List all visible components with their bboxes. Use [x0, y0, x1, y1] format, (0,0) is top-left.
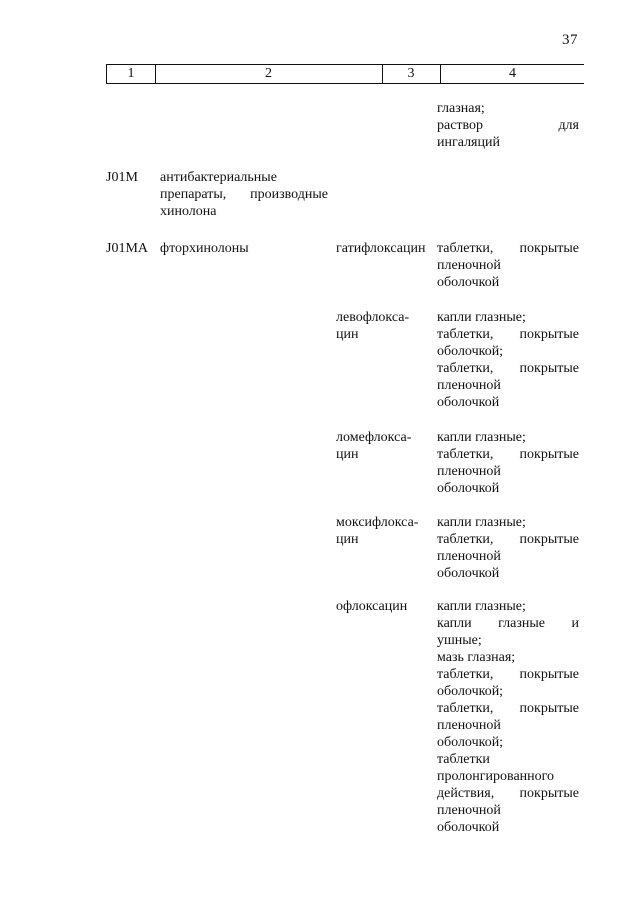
dosage-form-line — [437, 531, 579, 548]
dosage-form-line — [437, 360, 579, 377]
drug-name-cell — [336, 514, 434, 548]
dosage-form-line: пленочной — [437, 549, 501, 564]
drug-name-line: ломефлокса- — [336, 430, 412, 445]
dosage-form-line: мазь глазная; — [437, 650, 516, 665]
group-name-line: фторхинолоны — [160, 241, 249, 256]
word: для — [558, 118, 579, 133]
dosage-form-line — [437, 700, 579, 717]
atc-code-cell: J01MA — [106, 241, 149, 256]
dosage-form-line: пролонгированного — [437, 769, 555, 784]
dosage-form-line — [437, 240, 579, 257]
word: препараты, — [160, 187, 227, 202]
word: таблетки, — [437, 667, 494, 682]
dosage-form-line: оболочкой — [437, 820, 500, 835]
word: действия, — [437, 786, 495, 801]
dosage-form-line — [437, 785, 579, 802]
dosage-form-line: оболочкой — [437, 395, 500, 410]
dosage-form-line: пленочной — [437, 718, 501, 733]
dosage-form-line: таблетки — [437, 752, 490, 767]
table-header — [106, 64, 584, 84]
dosage-form-line: пленочной — [437, 803, 501, 818]
drug-name-cell — [336, 598, 434, 615]
dosage-form-line — [437, 117, 579, 134]
header-col-3: 3 — [382, 65, 441, 83]
atc-code-cell: J01M — [106, 170, 138, 185]
dosage-form-line — [437, 615, 579, 632]
drug-name-cell — [336, 240, 434, 257]
word: таблетки, — [437, 447, 494, 462]
dosage-form-line — [437, 326, 579, 343]
word: таблетки, — [437, 327, 494, 342]
dosage-forms-cell — [437, 240, 579, 291]
dosage-form-line: оболочкой — [437, 566, 500, 581]
word: раствор — [437, 118, 484, 133]
word: производные — [250, 187, 328, 202]
group-name-line: антибактериальные — [160, 170, 277, 185]
dosage-form-line: пленочной — [437, 464, 501, 479]
word: покрытые — [519, 786, 579, 801]
header-col-1: 1 — [107, 65, 156, 83]
drug-name-cell — [336, 309, 434, 343]
dosage-form-line: пленочной — [437, 378, 501, 393]
drug-name-line: моксифлокса- — [336, 515, 419, 530]
dosage-form-line: пленочной — [437, 258, 501, 273]
group-name-cell — [160, 169, 328, 220]
dosage-form-line: оболочкой — [437, 481, 500, 496]
page-number: 37 — [562, 32, 578, 48]
dosage-form-line: оболочкой; — [437, 735, 504, 750]
dosage-forms-cell — [437, 514, 579, 582]
dosage-form-line: глазная; — [437, 101, 485, 116]
dosage-form-line: ушные; — [437, 633, 482, 648]
dosage-form-line: оболочкой; — [437, 344, 504, 359]
drug-name-line: офлоксацин — [336, 599, 408, 614]
dosage-form-line: ингаляций — [437, 135, 500, 150]
word: покрытые — [519, 327, 579, 342]
dosage-forms-cell — [437, 429, 579, 497]
dosage-forms-cell — [437, 598, 579, 836]
drug-name-line: гатифлоксацин — [336, 241, 426, 256]
header-col-2: 2 — [155, 65, 383, 83]
drug-name-line: левофлокса- — [336, 310, 410, 325]
group-name-line — [160, 186, 328, 203]
word: таблетки, — [437, 361, 494, 376]
group-name-cell — [160, 240, 328, 257]
header-col-4: 4 — [509, 66, 516, 81]
dosage-form-line: оболочкой; — [437, 684, 504, 699]
word: таблетки, — [437, 701, 494, 716]
word: покрытые — [519, 701, 579, 716]
word: покрытые — [519, 241, 579, 256]
dosage-form-line — [437, 446, 579, 463]
drug-name-line: цин — [336, 532, 359, 547]
word: покрытые — [519, 361, 579, 376]
dosage-form-line — [437, 666, 579, 683]
dosage-forms-cell — [437, 100, 579, 151]
word: капли — [437, 616, 472, 631]
word: таблетки, — [437, 241, 494, 256]
word: глазные — [498, 616, 545, 631]
word: и — [571, 616, 579, 631]
word: покрытые — [519, 532, 579, 547]
drug-name-line: цин — [336, 447, 359, 462]
group-name-line: хинолона — [160, 204, 217, 219]
dosage-form-line: капли глазные; — [437, 599, 526, 614]
word: таблетки, — [437, 532, 494, 547]
drug-name-cell — [336, 429, 434, 463]
word: покрытые — [519, 667, 579, 682]
word: покрытые — [519, 447, 579, 462]
dosage-form-line: капли глазные; — [437, 515, 526, 530]
dosage-form-line: капли глазные; — [437, 430, 526, 445]
dosage-form-line: капли глазные; — [437, 310, 526, 325]
dosage-forms-cell — [437, 309, 579, 411]
drug-name-line: цин — [336, 327, 359, 342]
dosage-form-line: оболочкой — [437, 275, 500, 290]
